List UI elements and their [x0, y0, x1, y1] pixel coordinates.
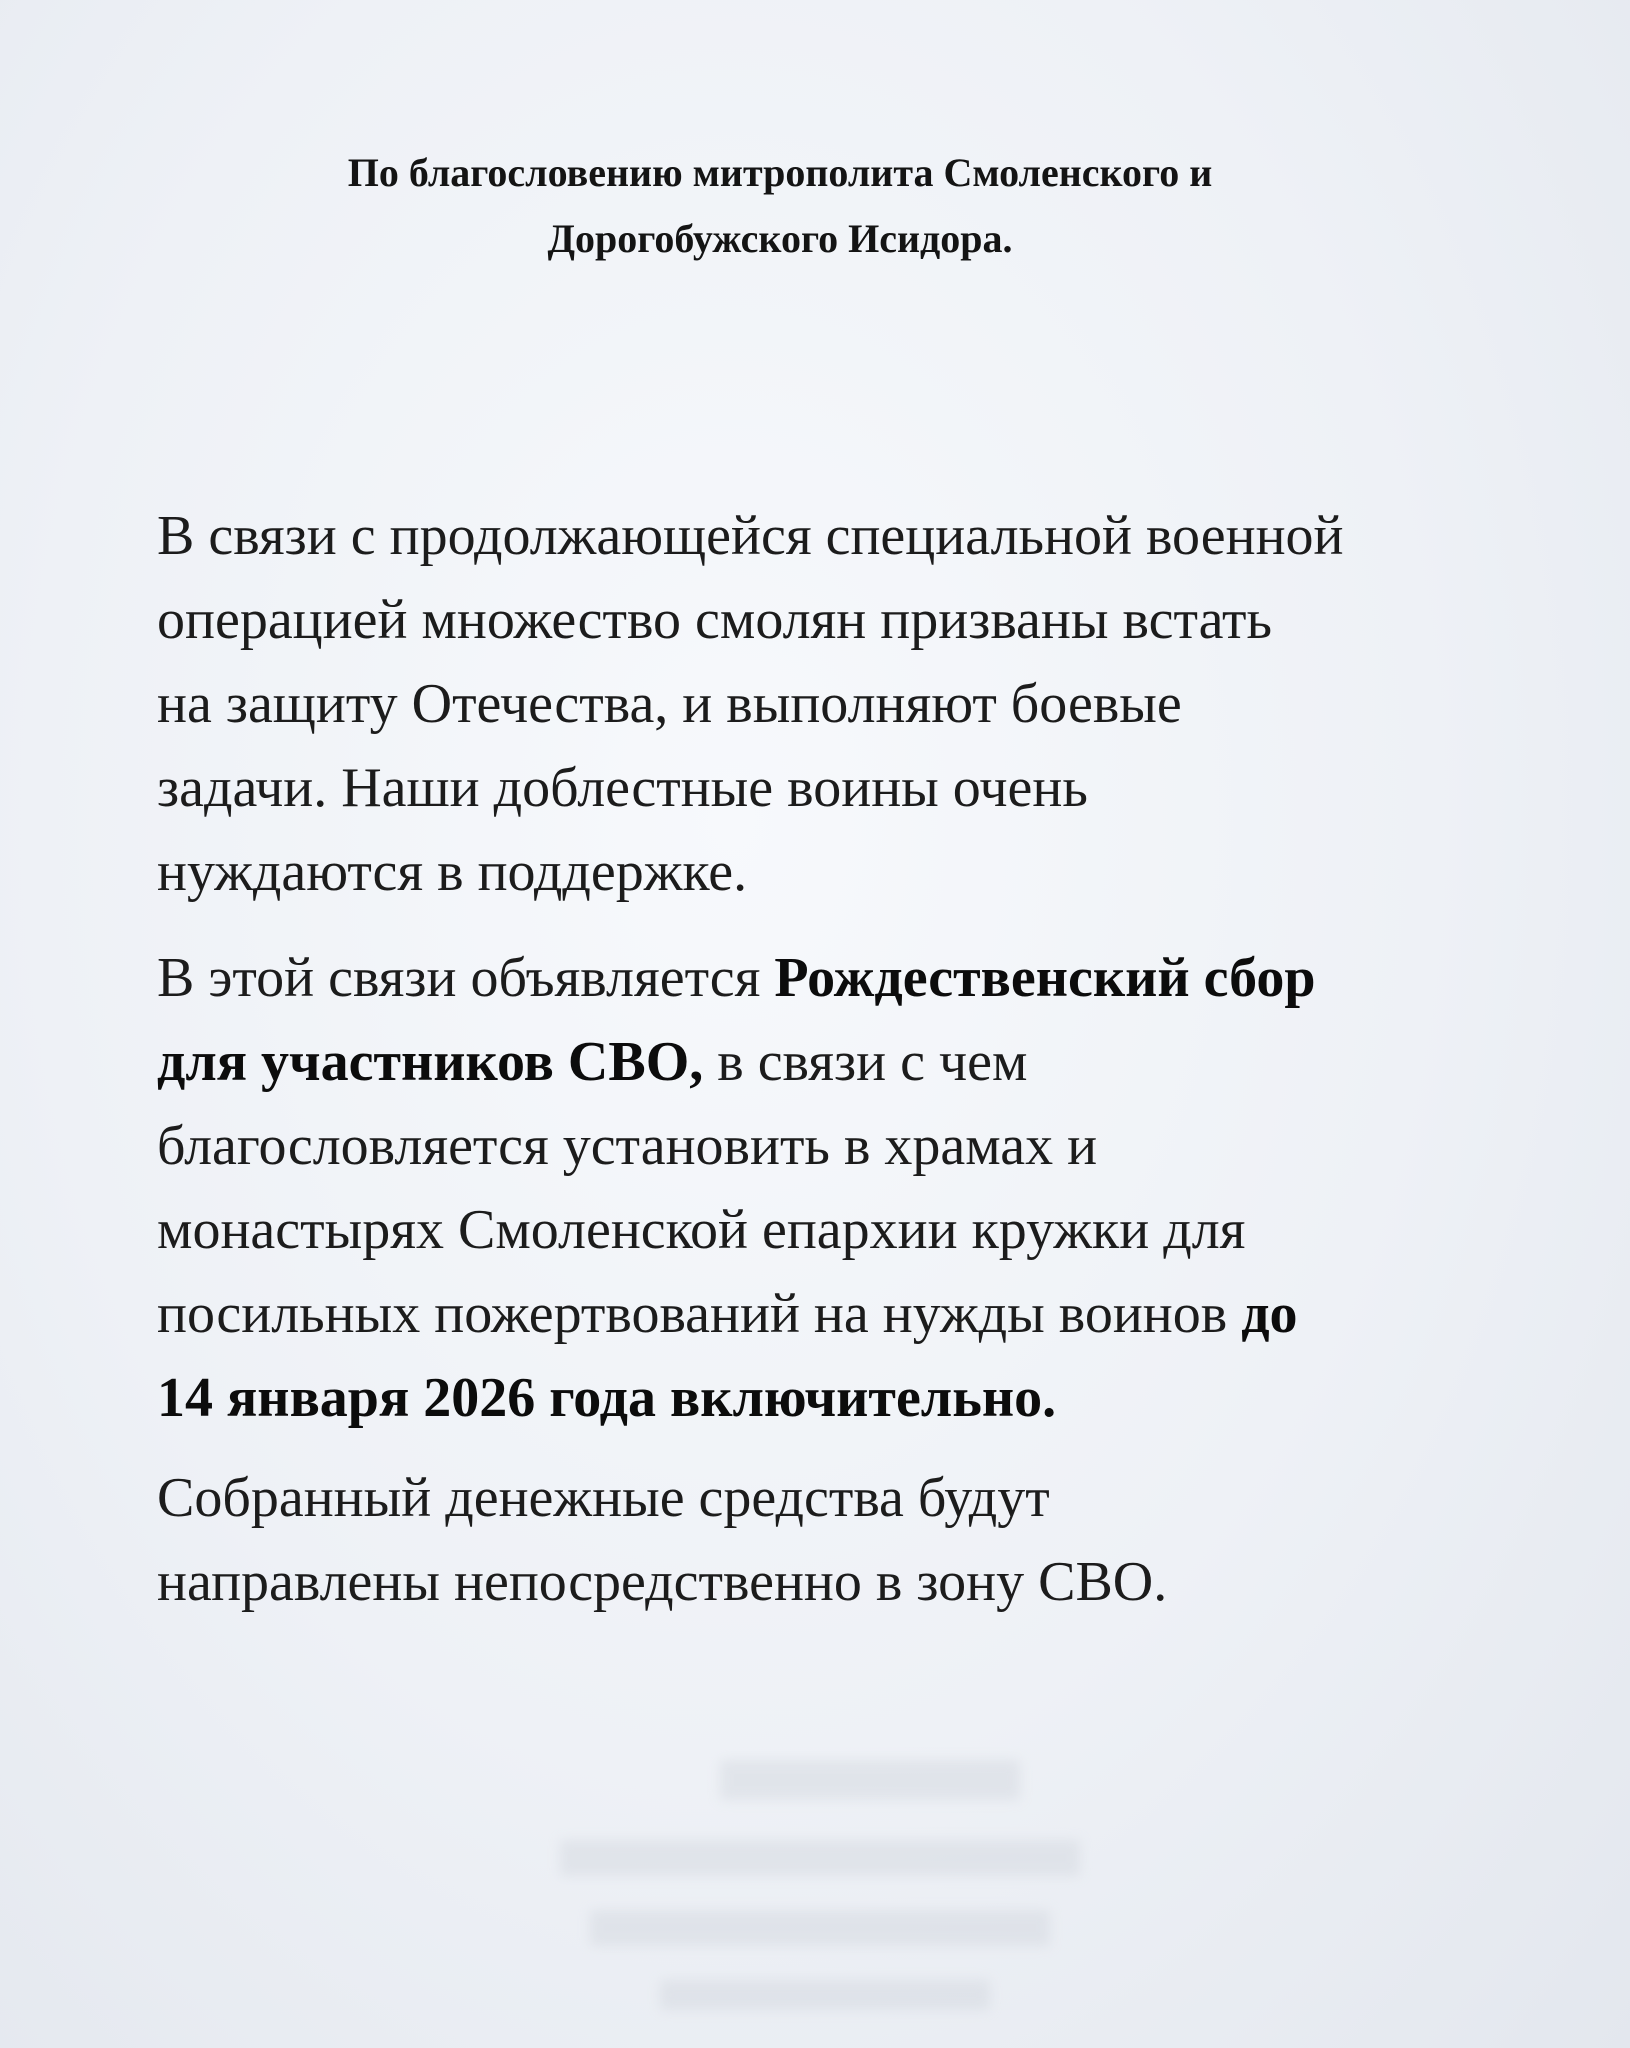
header-line-2: Дорогобужского Исидора. [547, 216, 1013, 261]
text-bold-deadline: до [1241, 1283, 1298, 1345]
paragraph2-line-2 [157, 1020, 1557, 1104]
paragraph-announcement [157, 936, 1557, 1440]
paragraph1-line: операцией множество смолян призваны встать [157, 589, 1273, 651]
text-bold-collection-title: Рождественский сбор [774, 947, 1316, 1009]
reverse-side-bleed-3 [590, 1910, 1050, 1946]
paragraph2-line-1 [157, 936, 1557, 1020]
paragraph2-line-4: монастырях Смоленской епархии кружки для [157, 1199, 1246, 1261]
paragraph3-line: направлены непосредственно в зону СВО. [157, 1551, 1168, 1613]
paragraph3-line: Собранный денежные средства будут [157, 1467, 1050, 1529]
header-line-1: По благословению митрополита Смоленского и [347, 150, 1213, 195]
text-normal: посильных пожертвований на нужды воинов [157, 1283, 1242, 1345]
text-bold-deadline: 14 января 2026 года включительно. [157, 1367, 1057, 1429]
text-bold-collection-title: для участников СВО, [157, 1031, 704, 1093]
paragraph1-line: В связи с продолжающейся специальной военной [157, 505, 1344, 567]
blessing-header [130, 140, 1430, 272]
paragraph1-line: задачи. Наши доблестные воины очень [157, 757, 1088, 819]
paragraph-destination [157, 1456, 1557, 1624]
paragraph2-line-3: благословляется установить в храмах и [157, 1115, 1098, 1177]
paragraph-context [157, 494, 1557, 914]
reverse-side-bleed-2 [560, 1840, 1080, 1876]
reverse-side-bleed-4 [660, 1980, 990, 2010]
text-normal: в связи с чем [703, 1031, 1028, 1093]
reverse-side-bleed-1 [720, 1760, 1020, 1800]
announcement-body [157, 494, 1557, 1624]
paragraph1-line: нуждаются в поддержке. [157, 841, 748, 903]
text-normal: В этой связи объявляется [157, 947, 775, 1009]
paragraph1-line: на защиту Отечества, и выполняют боевые [157, 673, 1182, 735]
paragraph2-line-5 [157, 1272, 1557, 1356]
